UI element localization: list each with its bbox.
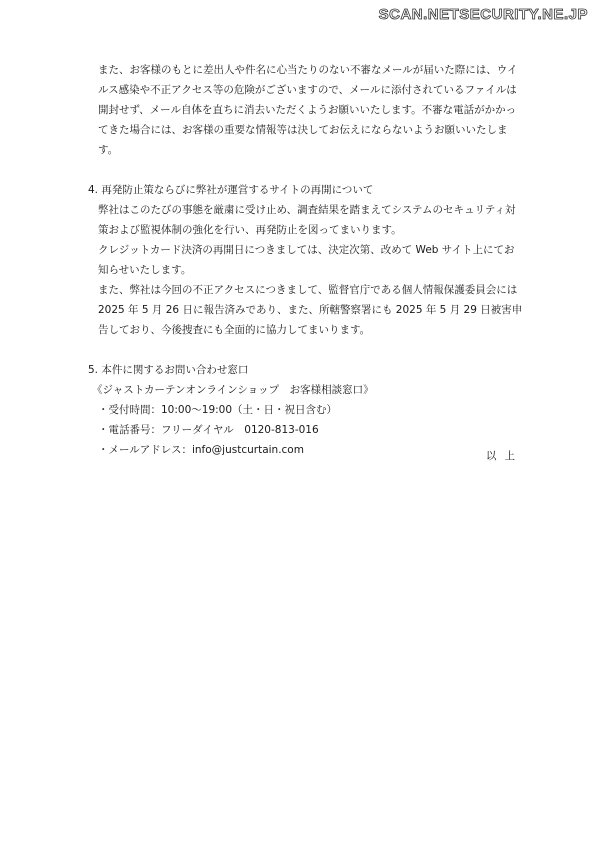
- section-5-heading: 5. 本件に関するお問い合わせ窓口: [88, 364, 249, 376]
- section-4-body: [98, 200, 524, 340]
- section-4-paragraph: クレジットカード決済の再開日につきましては、決定次第、改めて Web サイト上にてお知らせいたします。: [98, 244, 515, 276]
- site-watermark: SCAN.NETSECURITY.NE.JP: [378, 6, 588, 23]
- document-page: [88, 60, 524, 460]
- contact-phone: ・電話番号：フリーダイヤル 0120-813-016: [98, 424, 319, 436]
- section-5: [88, 360, 524, 460]
- closing-text: 以上: [486, 450, 523, 462]
- contact-email: ・メールアドレス：info@justcurtain.com: [98, 444, 304, 456]
- contact-window-name: 《ジャストカーテンオンラインショップ お客様相談窓口》: [92, 384, 374, 396]
- section-4-paragraph: また、弊社は今回の不正アクセスにつきまして、監督官庁である個人情報保護委員会には 2025 年 5 月 26 日に報告済みであり、また、所轄警察署にも 2025 年 5 月 29 日被害申告しており、今後捜査にも全面的に協力してまいります。: [98, 284, 523, 336]
- contact-hours: ・受付時間：10:00～19:00（土・日・祝日含む）: [98, 404, 338, 416]
- section-4-paragraph: 弊社はこのたびの事態を厳粛に受け止め、調査結果を踏まえてシステムのセキュリティ対策および監視体制の強化を行い、再発防止を図ってまいります。: [98, 204, 516, 236]
- section-4-heading: 4. 再発防止策ならびに弊社が運営するサイトの再開について: [88, 184, 374, 196]
- section-4: [88, 180, 524, 340]
- intro-paragraph: また、お客様のもとに差出人や件名に心当たりのない不審なメールが届いた際には、ウイルス感染や不正アクセス等の危険がございますので、メールに添付されているファイルは開封せず、メール自体を直ちに消去いただくようお願いいたします。不審な電話がかかってきた場合には、お客様の重要な情報等は決してお伝えにならないようお願いいたします。: [98, 64, 518, 156]
